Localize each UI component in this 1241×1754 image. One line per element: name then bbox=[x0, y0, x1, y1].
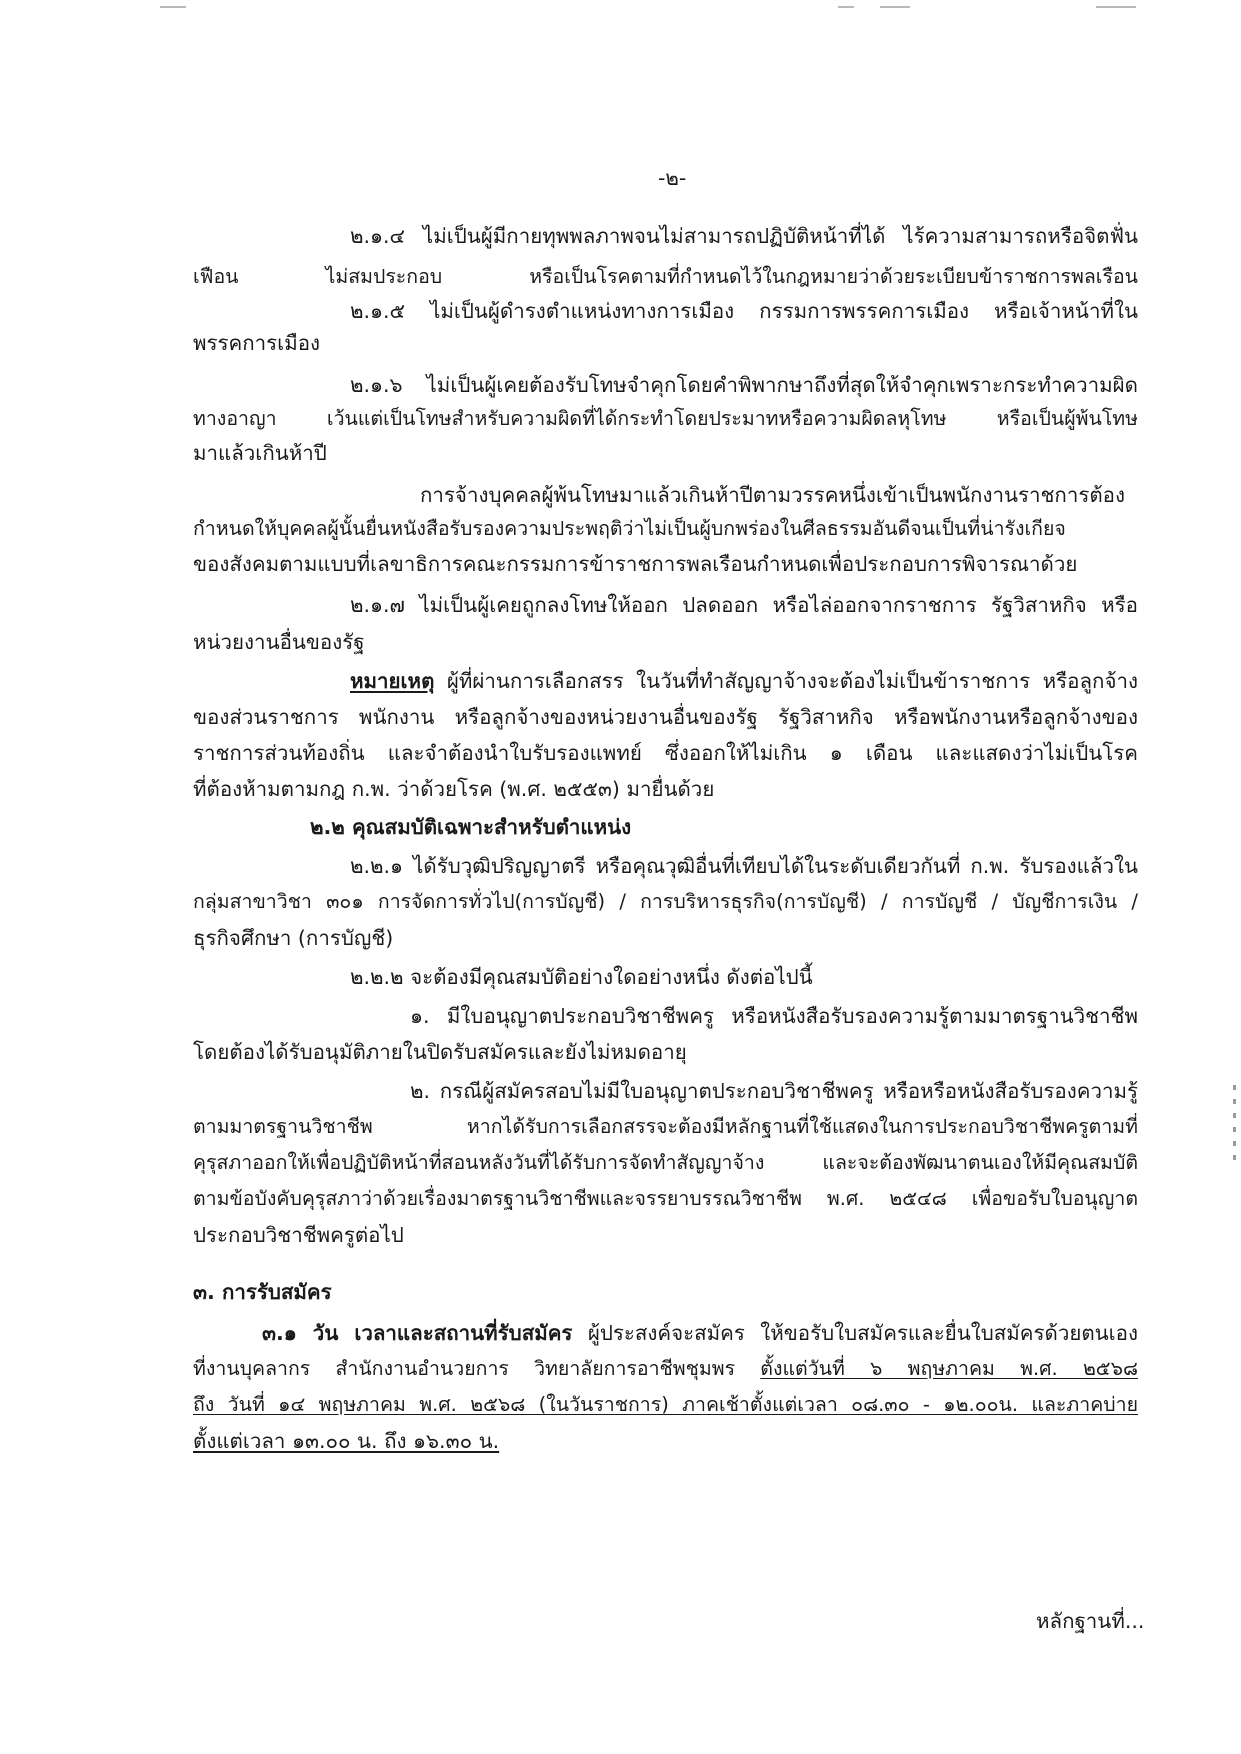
application-afternoon-hours: ตั้งแต่เวลา ๑๓.๐๐ น. ถึง ๑๖.๓๐ น. bbox=[193, 1429, 500, 1453]
option-2-line-2: ตามมาตรฐานวิชาชีพ หากได้รับการเลือกสรรจะต้องมีหลักฐานที่ใช้แสดงในการประกอบวิชาชีพครูตามที่ bbox=[193, 1115, 1138, 1138]
clause-2-1-5-line-1: ๒.๑.๕ ไม่เป็นผู้ดำรงตำแหน่งทางการเมือง กรรมการพรรคการเมือง หรือเจ้าหน้าที่ใน bbox=[350, 299, 1138, 323]
scan-edge-mark bbox=[880, 6, 910, 8]
hiring-note-line-1: การจ้างบุคคลผู้พ้นโทษมาแล้วเกินห้าปีตามวรรคหนึ่งเข้าเป็นพนักงานราชการต้อง bbox=[420, 483, 1125, 507]
option-2-line-1: ๒. กรณีผู้สมัครสอบไม่มีใบอนุญาตประกอบวิชาชีพครู หรือหรือหนังสือรับรองความรู้ bbox=[410, 1079, 1138, 1103]
section-3-1-line-1 bbox=[262, 1318, 1138, 1350]
remark-text: ผู้ที่ผ่านการเลือกสรร ในวันที่ทำสัญญาจ้างจะต้องไม่เป็นข้าราชการ หรือลูกจ้าง bbox=[446, 669, 1138, 693]
clause-2-1-6-line-3: มาแล้วเกินห้าปี bbox=[193, 441, 327, 465]
application-place: ที่งานบุคลากร สำนักงานอำนวยการ วิทยาลัยการอาชีพชุมพร bbox=[193, 1357, 736, 1380]
scan-binding-marks bbox=[1233, 1085, 1236, 1165]
option-1-line-1: ๑. มีใบอนุญาตประกอบวิชาชีพครู หรือหนังสือรับรองความรู้ตามมาตรฐานวิชาชีพ bbox=[410, 1004, 1138, 1028]
remark-line-1 bbox=[350, 666, 1138, 698]
remark-line-2: ของส่วนราชการ พนักงาน หรือลูกจ้างของหน่วยงานอื่นของรัฐ รัฐวิสาหกิจ หรือพนักงานหรือลูกจ้างของ bbox=[193, 705, 1138, 729]
scan-edge-mark bbox=[838, 6, 854, 8]
remark-label: หมายเหตุ bbox=[350, 669, 435, 693]
clause-2-1-5-line-2: พรรคการเมือง bbox=[193, 331, 321, 355]
section-2-2-heading: ๒.๒ คุณสมบัติเฉพาะสำหรับตำแหน่ง bbox=[310, 815, 632, 839]
page-number: -๒- bbox=[658, 166, 687, 190]
scan-edge-mark bbox=[1096, 6, 1136, 8]
option-2-line-4: ตามข้อบังคับคุรุสภาว่าด้วยเรื่องมาตรฐานวิชาชีพและจรรยาบรรณวิชาชีพ พ.ศ. ๒๕๔๘ เพื่อขอรับใบอนุญาต bbox=[193, 1187, 1138, 1210]
remark-line-3: ราชการส่วนท้องถิ่น และจำต้องนำใบรับรองแพทย์ ซึ่งออกให้ไม่เกิน ๑ เดือน และแสดงว่าไม่เป็นโรค bbox=[193, 741, 1138, 765]
section-3-1-text: ผู้ประสงค์จะสมัคร ให้ขอรับใบสมัครและยื่นใบสมัครด้วยตนเอง bbox=[587, 1321, 1138, 1345]
clause-2-1-6-line-1: ๒.๑.๖ ไม่เป็นผู้เคยต้องรับโทษจำคุกโดยคำพิพากษาถึงที่สุดให้จำคุกเพราะกระทำความผิด bbox=[350, 373, 1138, 397]
continued-on-next-page: หลักฐานที่... bbox=[1036, 1609, 1145, 1633]
clause-2-2-1-line-1: ๒.๒.๑ ได้รับวุฒิปริญญาตรี หรือคุณวุฒิอื่นที่เทียบได้ในระดับเดียวกันที่ ก.พ. รับรองแล้วใน bbox=[350, 854, 1138, 878]
hiring-note-line-3: ของสังคมตามแบบที่เลขาธิการคณะกรรมการข้าราชการพลเรือนกำหนดเพื่อประกอบการพิจารณาด้วย bbox=[193, 552, 1078, 576]
section-3-1-label: ๓.๑ วัน เวลาและสถานที่รับสมัคร bbox=[262, 1321, 573, 1345]
clause-2-1-6-line-2: ทางอาญา เว้นแต่เป็นโทษสำหรับความผิดที่ได้กระทำโดยประมาทหรือความผิดลหุโทษ หรือเป็นผู้พ้นโทษ bbox=[193, 407, 1138, 430]
option-1-line-2: โดยต้องได้รับอนุมัติภายในปิดรับสมัครและยังไม่หมดอายุ bbox=[193, 1040, 687, 1064]
clause-2-1-7-line-2: หน่วยงานอื่นของรัฐ bbox=[193, 630, 365, 654]
section-3-1-line-2 bbox=[193, 1354, 1138, 1386]
option-2-line-3: คุรุสภาออกให้เพื่อปฏิบัติหน้าที่สอนหลังวันที่ได้รับการจัดทำสัญญาจ้าง และจะต้องพัฒนาตนเองให้มีคุณสมบัติ bbox=[193, 1151, 1138, 1174]
application-start-date: ตั้งแต่วันที่ ๖ พฤษภาคม พ.ศ. ๒๕๖๘ bbox=[760, 1357, 1138, 1380]
clause-2-2-1-line-3: ธุรกิจศึกษา (การบัญชี) bbox=[193, 926, 394, 950]
clause-2-1-7-line-1: ๒.๑.๗ ไม่เป็นผู้เคยถูกลงโทษให้ออก ปลดออก หรือไล่ออกจากราชการ รัฐวิสาหกิจ หรือ bbox=[350, 593, 1138, 617]
clause-2-2-2: ๒.๒.๒ จะต้องมีคุณสมบัติอย่างใดอย่างหนึ่ง ดังต่อไปนี้ bbox=[350, 965, 813, 989]
clause-2-1-4-line-1: ๒.๑.๔ ไม่เป็นผู้มีกายทุพพลภาพจนไม่สามารถปฏิบัติหน้าที่ได้ ไร้ความสามารถหรือจิตฟั่น bbox=[350, 224, 1138, 248]
clause-2-1-4-line-2: เฟือน ไม่สมประกอบ หรือเป็นโรคตามที่กำหนดไว้ในกฎหมายว่าด้วยระเบียบข้าราชการพลเรือน bbox=[193, 265, 1138, 288]
section-3-heading: ๓. การรับสมัคร bbox=[193, 1280, 332, 1304]
clause-2-2-1-line-2: กลุ่มสาขาวิชา ๓๐๑ การจัดการทั่วไป(การบัญชี) / การบริหารธุรกิจ(การบัญชี) / การบัญชี / บัญชีการเงิน / bbox=[193, 890, 1138, 913]
option-2-line-5: ประกอบวิชาชีพครูต่อไป bbox=[193, 1223, 404, 1247]
hiring-note-line-2: กำหนดให้บุคคลผู้นั้นยื่นหนังสือรับรองความประพฤติว่าไม่เป็นผู้บกพร่องในศีลธรรมอันดีจนเป็นที่น่ารังเกียจ bbox=[193, 517, 1066, 540]
scan-edge-mark bbox=[160, 6, 186, 8]
application-period: ถึง วันที่ ๑๔ พฤษภาคม พ.ศ. ๒๕๖๘ (ในวันราชการ) ภาคเช้าตั้งแต่เวลา ๐๘.๓๐ - ๑๒.๐๐น. และภาคบ่าย bbox=[193, 1393, 1138, 1416]
remark-line-4: ที่ต้องห้ามตามกฎ ก.พ. ว่าด้วยโรค (พ.ศ. ๒๕๕๓) มายื่นด้วย bbox=[193, 777, 715, 801]
